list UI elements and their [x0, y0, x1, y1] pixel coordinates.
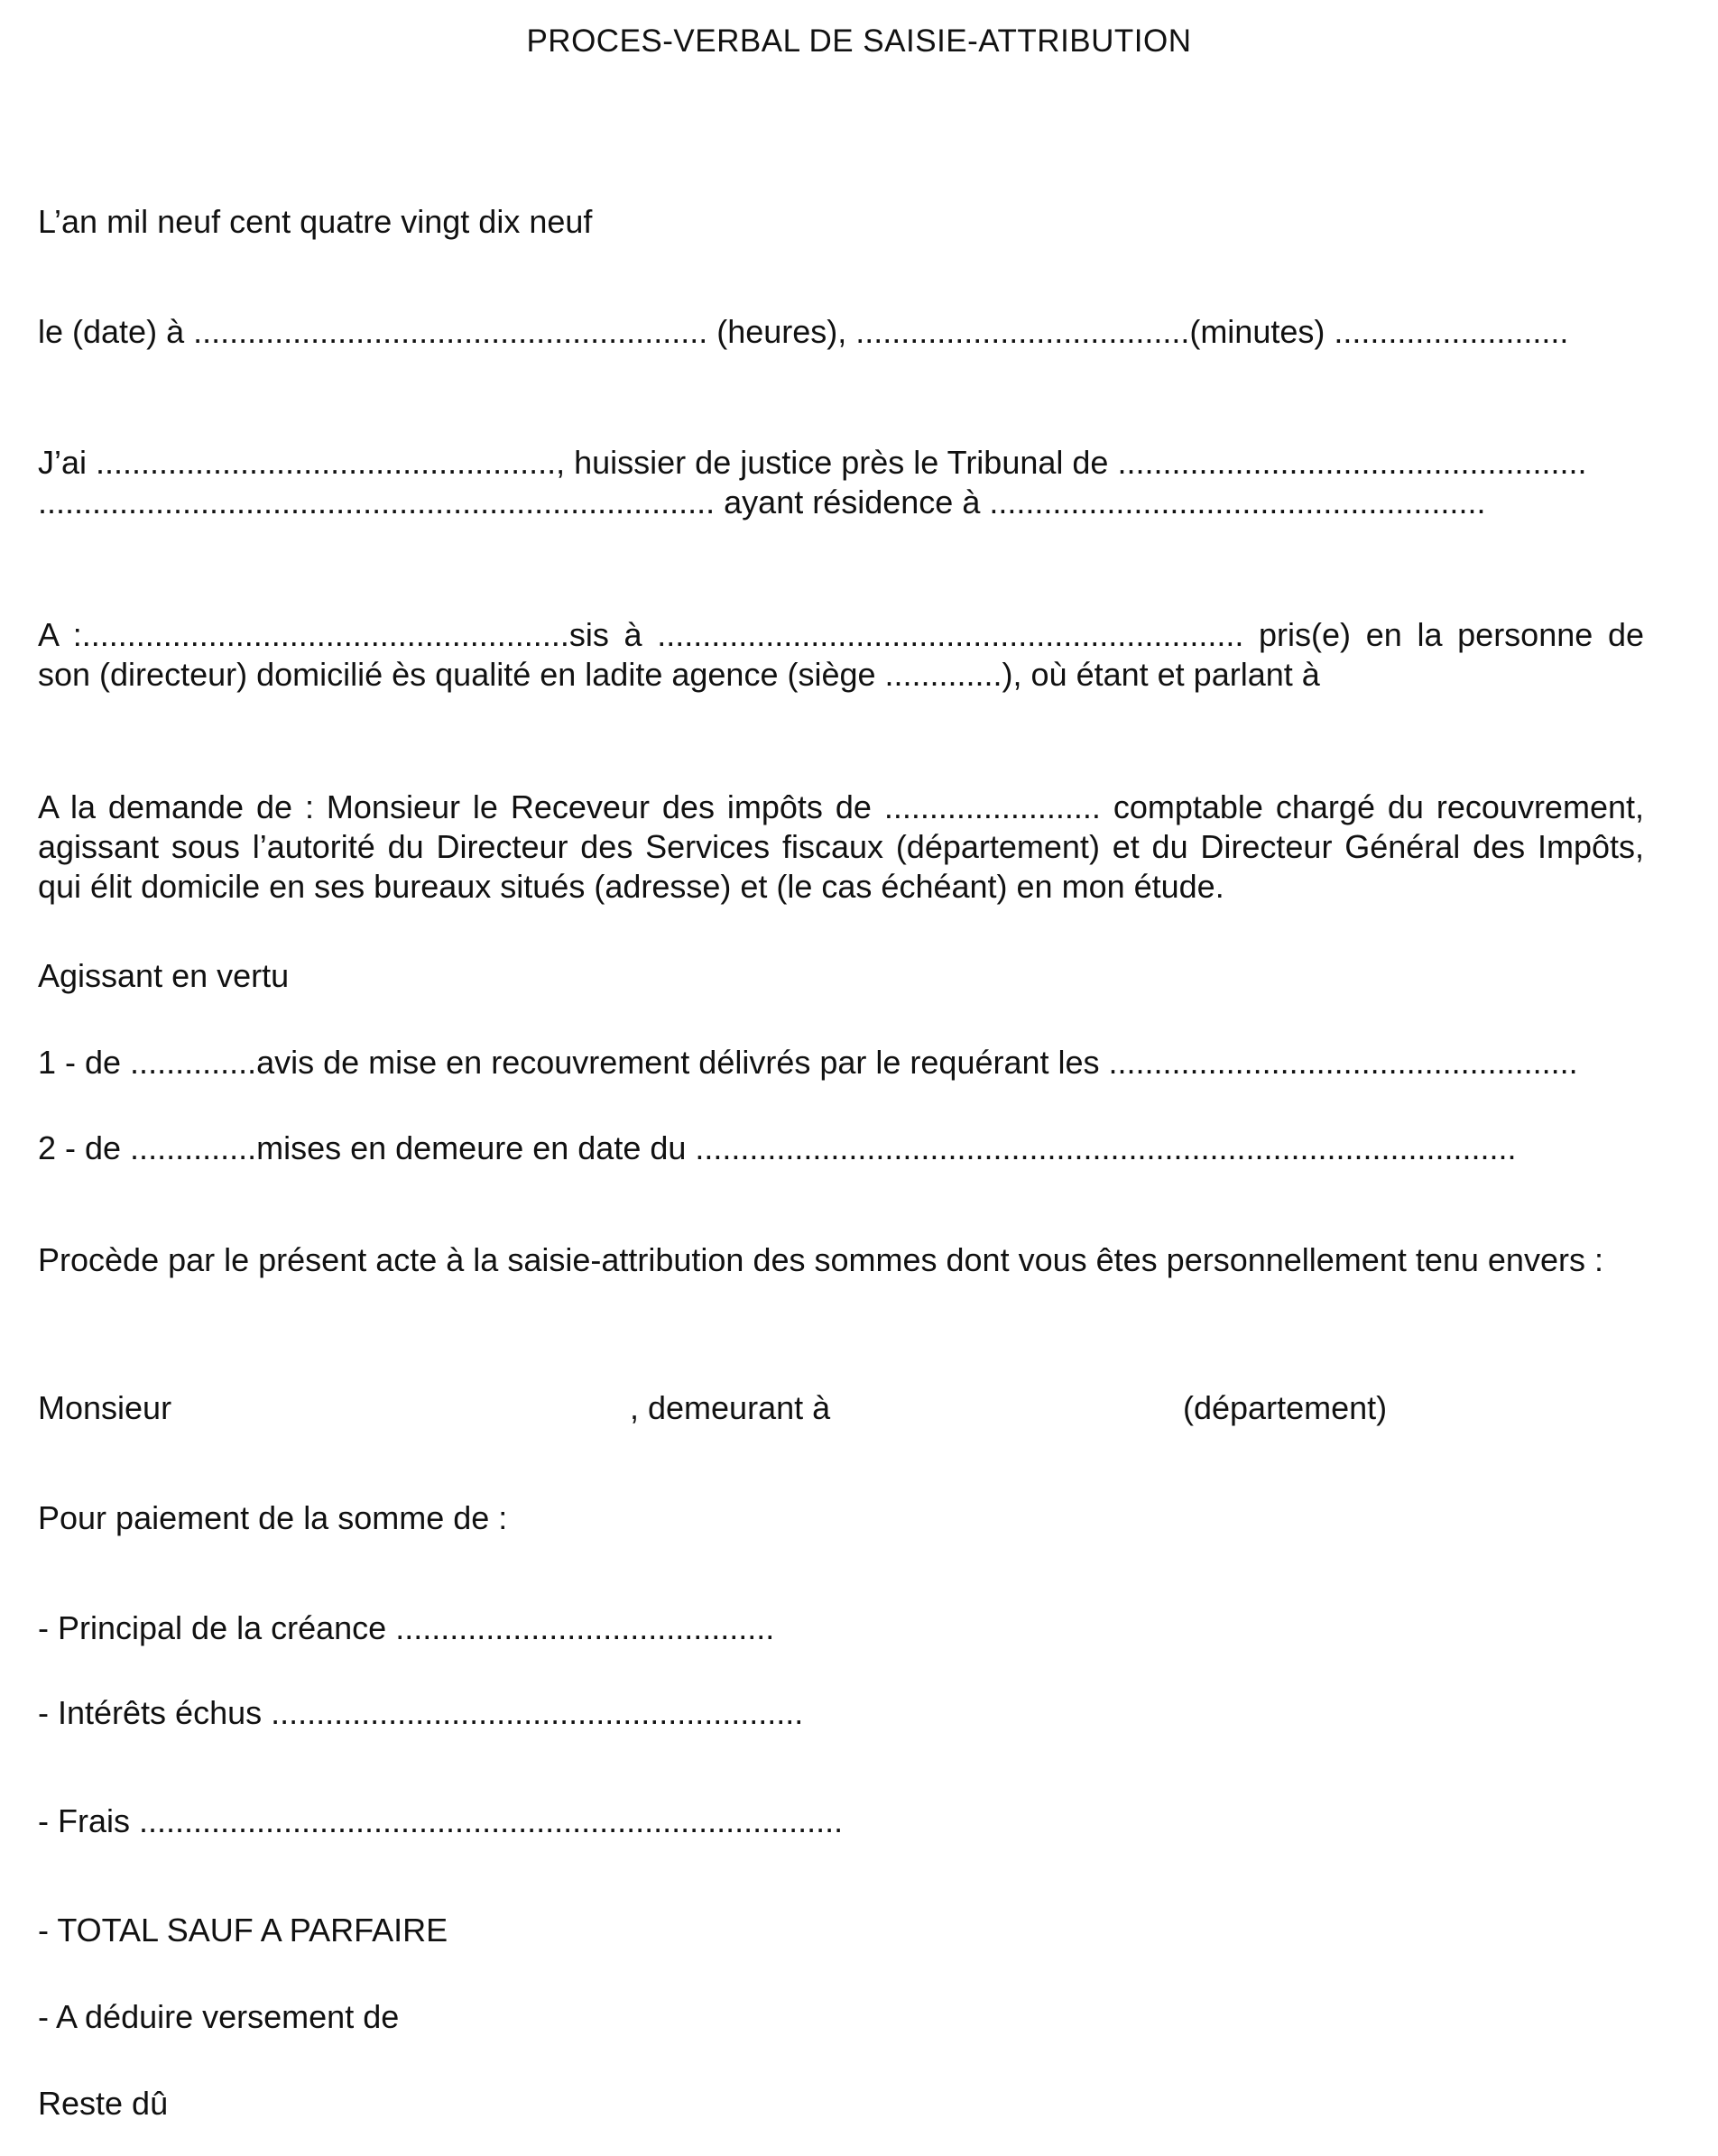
huissier-line-2: ........................................................................... ayant résidence à ....................................................... [38, 484, 1486, 521]
frais-line: - Frais .............................................................................. [38, 1802, 844, 1839]
item-1: 1 - de ..............avis de mise en recouvrement délivrés par le requérant les .................................................... [38, 1044, 1578, 1081]
paiement-label: Pour paiement de la somme de : [38, 1499, 508, 1536]
principal-line: - Principal de la créance .......................................... [38, 1609, 775, 1646]
document-title: PROCES-VERBAL DE SAISIE-ATTRIBUTION [526, 23, 1192, 59]
reste-line: Reste dû [38, 2085, 169, 2122]
year-line: L’an mil neuf cent quatre vingt dix neuf [38, 203, 593, 240]
agissant-label: Agissant en vertu [38, 957, 290, 994]
date-line: le (date) à ......................................................... (heures), .....................................(minutes) .......................... [38, 313, 1569, 350]
total-line: - TOTAL SAUF A PARFAIRE [38, 1912, 448, 1949]
item-2: 2 - de ..............mises en demeure en date du ........................................................................................... [38, 1129, 1517, 1166]
monsieur-label: Monsieur [38, 1389, 172, 1426]
departement-label: (département) [1183, 1389, 1388, 1426]
requester-paragraph: A la demande de : Monsieur le Receveur des impôts de ........................ comptable chargé du recouvrement, agissant sous l’autorité du Directeur des Services fiscaux (département) et du Directeur Général des Impôts, qui élit domicile en ses bureaux situés (adresse) et (le cas échéant) en mon étude. [38, 788, 1644, 905]
procede-paragraph: Procède par le présent acte à la saisie-attribution des sommes dont vous êtes personnellement tenu envers : [38, 1241, 1603, 1278]
addressee-paragraph: A :......................................................sis à ................................................................. pris(e) en la personne de son (directeur) domicilié ès qualité en ladite agence (siège .............), où étant et parlant à [38, 616, 1644, 693]
deduire-line: - A déduire versement de [38, 1998, 400, 2035]
demeurant-label: , demeurant à [630, 1389, 831, 1426]
interets-line: - Intérêts échus ........................................................... [38, 1694, 804, 1731]
huissier-line-1: J’ai ..................................................., huissier de justice près le Tribunal de .................................................... [38, 444, 1587, 481]
